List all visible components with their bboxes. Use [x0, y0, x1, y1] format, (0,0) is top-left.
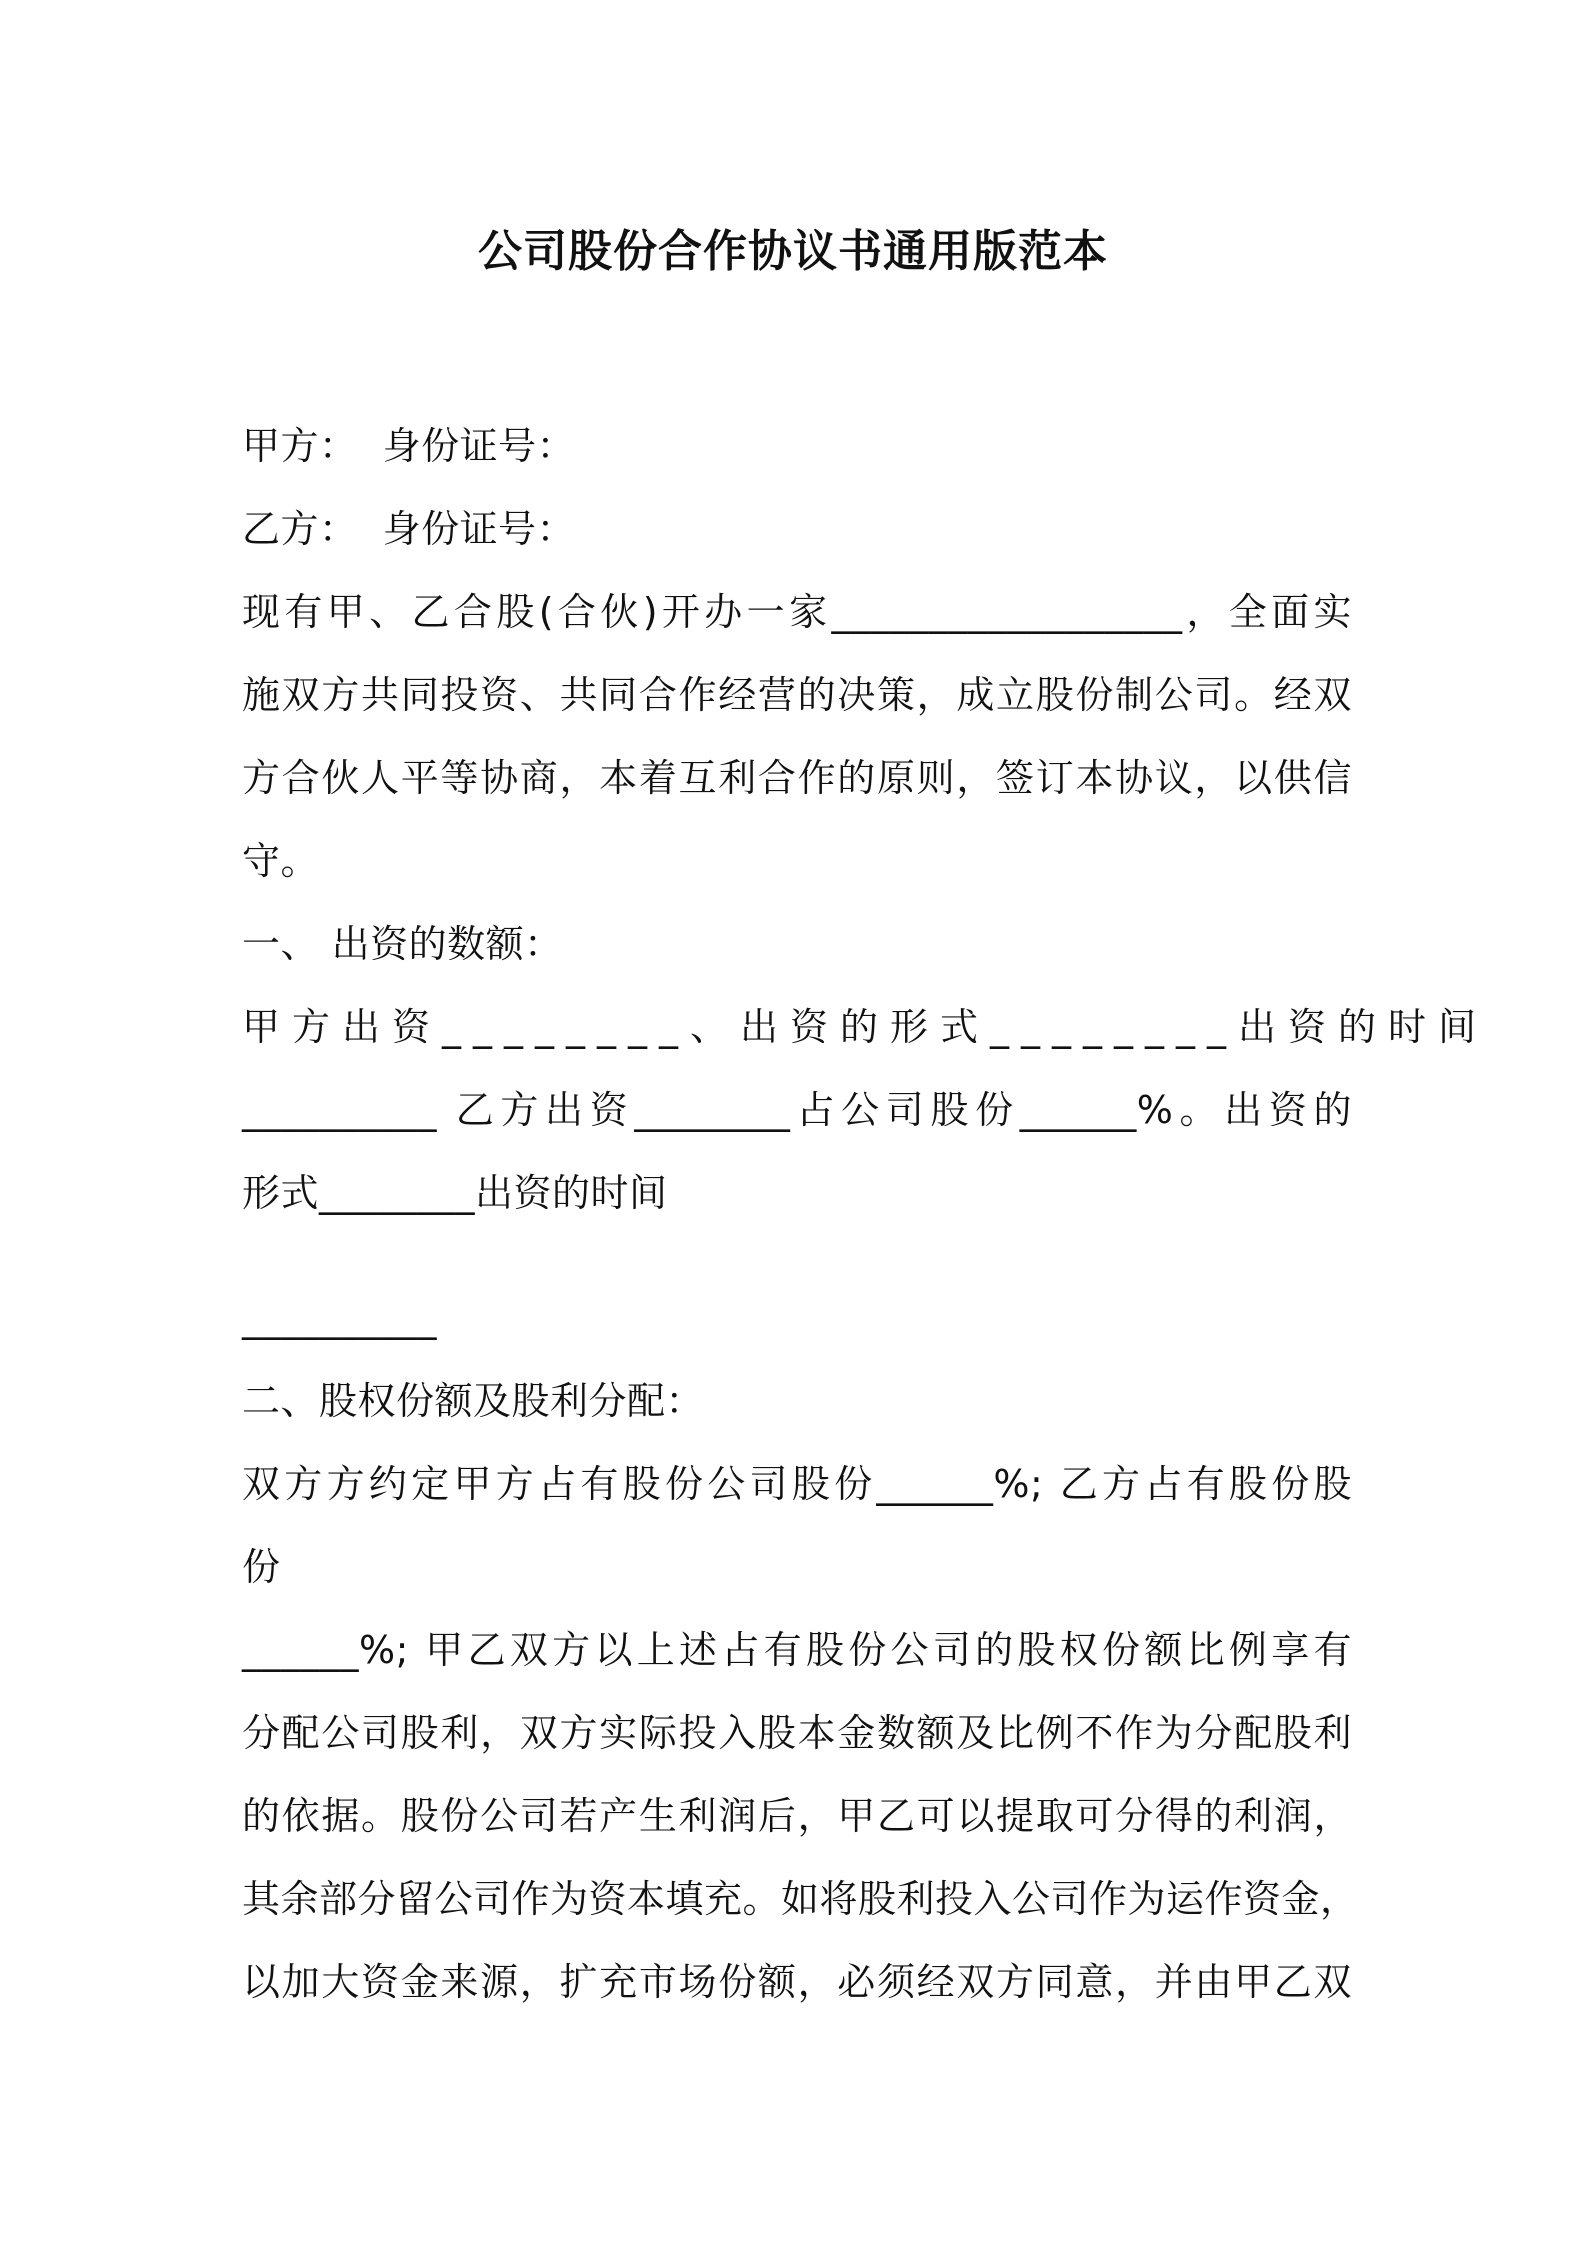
paragraph-line: 以加大资金来源，扩充市场份额，必须经双方同意，并由甲乙双 [242, 1960, 1352, 2004]
paragraph-line: 的依据。股份公司若产生利润后，甲乙可以提取可分得的利润， [242, 1794, 1352, 1838]
paragraph-line: 施双方共同投资、共同合作经营的决策，成立股份制公司。经双 [242, 673, 1352, 717]
paragraph-line: 甲方出资________、出资的形式________出资的时间 [242, 1005, 1489, 1049]
party-b-line: 乙方： 身份证号： [242, 507, 576, 551]
paragraph-line: 分配公司股利，双方实际投入股本金数额及比例不作为分配股利 [242, 1711, 1352, 1755]
paragraph-line: ______%; 甲乙双方以上述占有股份公司的股权份额比例享有 [242, 1628, 1352, 1672]
section-heading-2: 二、股权份额及股利分配： [242, 1379, 705, 1423]
paragraph-line: 双方方约定甲方占有股份公司股份______%; 乙方占有股份股 [242, 1462, 1352, 1506]
document-body [242, 405, 1489, 2024]
paragraph-line: 其余部分留公司作为资本填充。如将股利投入公司作为运作资金， [242, 1877, 1359, 1921]
document-title: 公司股份合作协议书通用版范本 [478, 226, 1108, 277]
paragraph-line: 方合伙人平等协商，本着互利合作的原则，签订本协议，以供信 [242, 756, 1352, 800]
paragraph-line: __________ 乙方出资________占公司股份______%。出资的 [242, 1088, 1352, 1132]
paragraph-line: 现有甲、乙合股(合伙)开办一家__________________，全面实 [242, 590, 1352, 634]
paragraph-line: 守。 [242, 839, 320, 883]
paragraph-line: __________ [242, 1296, 437, 1340]
paragraph-line: 份 [242, 1545, 281, 1589]
party-a-line: 甲方： 身份证号： [242, 424, 576, 468]
section-heading-1: 一、 出资的数额： [242, 922, 563, 966]
paragraph-line: 形式________出资的时间 [242, 1171, 668, 1215]
